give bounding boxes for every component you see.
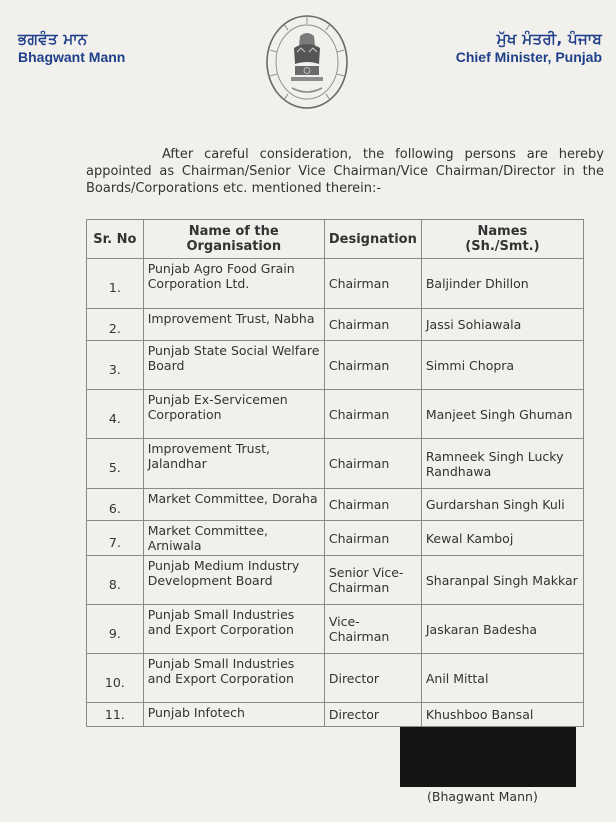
table-row	[87, 605, 584, 654]
row-organisation: Punjab Infotech	[143, 703, 324, 727]
row-organisation: Market Committee, Arniwala	[143, 521, 324, 556]
row-organisation: Punjab State Social Welfare Board	[143, 341, 324, 390]
row-designation: Chairman	[324, 309, 421, 341]
row-sr: 1.	[87, 259, 144, 309]
header-designation: Designation	[324, 220, 421, 259]
row-sr: 2.	[87, 309, 144, 341]
row-organisation: Punjab Ex-Servicemen Corporation	[143, 390, 324, 439]
row-name: Sharanpal Singh Makkar	[421, 556, 583, 605]
row-name: Khushboo Bansal	[421, 703, 583, 727]
table-row	[87, 556, 584, 605]
header-sr-no: Sr. No	[87, 220, 144, 259]
intro-text: After careful consideration, the following persons are hereby appointed as Chairman/Senior Vice Chairman/Vice Chairman/Director in the Boards/Corporations etc. mentioned therein:-	[86, 147, 604, 196]
row-organisation: Punjab Small Industries and Export Corporation	[143, 605, 324, 654]
row-designation: Chairman	[324, 259, 421, 309]
title-punjabi: ਮੁੱਖ ਮੰਤਰੀ, ਪੰਜਾਬ	[496, 30, 602, 48]
header-organisation-line1: Name of the	[188, 224, 279, 239]
row-name: Simmi Chopra	[421, 341, 583, 390]
row-sr: 5.	[87, 439, 144, 489]
row-sr: 8.	[87, 556, 144, 605]
row-designation: Vice-Chairman	[324, 605, 421, 654]
row-organisation: Improvement Trust, Jalandhar	[143, 439, 324, 489]
name-english: Bhagwant Mann	[18, 49, 126, 65]
row-sr: 9.	[87, 605, 144, 654]
row-organisation: Punjab Medium Industry Development Board	[143, 556, 324, 605]
row-designation: Senior Vice-Chairman	[324, 556, 421, 605]
table-row	[87, 309, 584, 341]
row-name: Baljinder Dhillon	[421, 259, 583, 309]
row-designation: Chairman	[324, 390, 421, 439]
table-row	[87, 259, 584, 309]
header-names	[421, 220, 583, 259]
row-name: Kewal Kamboj	[421, 521, 583, 556]
row-organisation: Market Committee, Doraha	[143, 489, 324, 521]
row-designation: Director	[324, 654, 421, 703]
row-designation: Chairman	[324, 489, 421, 521]
name-punjabi: ਭਗਵੰਤ ਮਾਨ	[18, 30, 88, 48]
header-names-line2: (Sh./Smt.)	[465, 239, 540, 254]
table-row	[87, 654, 584, 703]
appointments-table	[86, 219, 584, 727]
row-name: Jassi Sohiawala	[421, 309, 583, 341]
table-row	[87, 390, 584, 439]
row-name: Anil Mittal	[421, 654, 583, 703]
header-organisation	[143, 220, 324, 259]
header-left	[18, 30, 125, 66]
header-right	[456, 30, 602, 66]
table-row	[87, 341, 584, 390]
table-header-row	[87, 220, 584, 259]
title-english: Chief Minister, Punjab	[455, 49, 602, 65]
row-organisation: Punjab Small Industries and Export Corporation	[143, 654, 324, 703]
row-sr: 4.	[87, 390, 144, 439]
row-sr: 7.	[87, 521, 144, 556]
row-name: Jaskaran Badesha	[421, 605, 583, 654]
header-names-line1: Names	[477, 224, 528, 239]
row-name: Manjeet Singh Ghuman	[421, 390, 583, 439]
row-designation: Chairman	[324, 521, 421, 556]
row-organisation: Improvement Trust, Nabha	[143, 309, 324, 341]
table-row	[87, 703, 584, 727]
row-sr: 10.	[87, 654, 144, 703]
intro-paragraph	[86, 146, 604, 197]
row-sr: 11.	[87, 703, 144, 727]
row-name: Ramneek Singh Lucky Randhawa	[421, 439, 583, 489]
table-row	[87, 521, 584, 556]
header-organisation-line2: Organisation	[186, 239, 282, 254]
row-designation: Chairman	[324, 341, 421, 390]
row-name: Gurdarshan Singh Kuli	[421, 489, 583, 521]
table-row	[87, 489, 584, 521]
signature-redaction	[400, 727, 576, 787]
row-sr: 3.	[87, 341, 144, 390]
row-designation: Chairman	[324, 439, 421, 489]
row-organisation: Punjab Agro Food Grain Corporation Ltd.	[143, 259, 324, 309]
state-emblem-seal-icon	[262, 12, 352, 112]
row-designation: Director	[324, 703, 421, 727]
signatory-name: (Bhagwant Mann)	[427, 789, 538, 804]
table-row	[87, 439, 584, 489]
row-sr: 6.	[87, 489, 144, 521]
